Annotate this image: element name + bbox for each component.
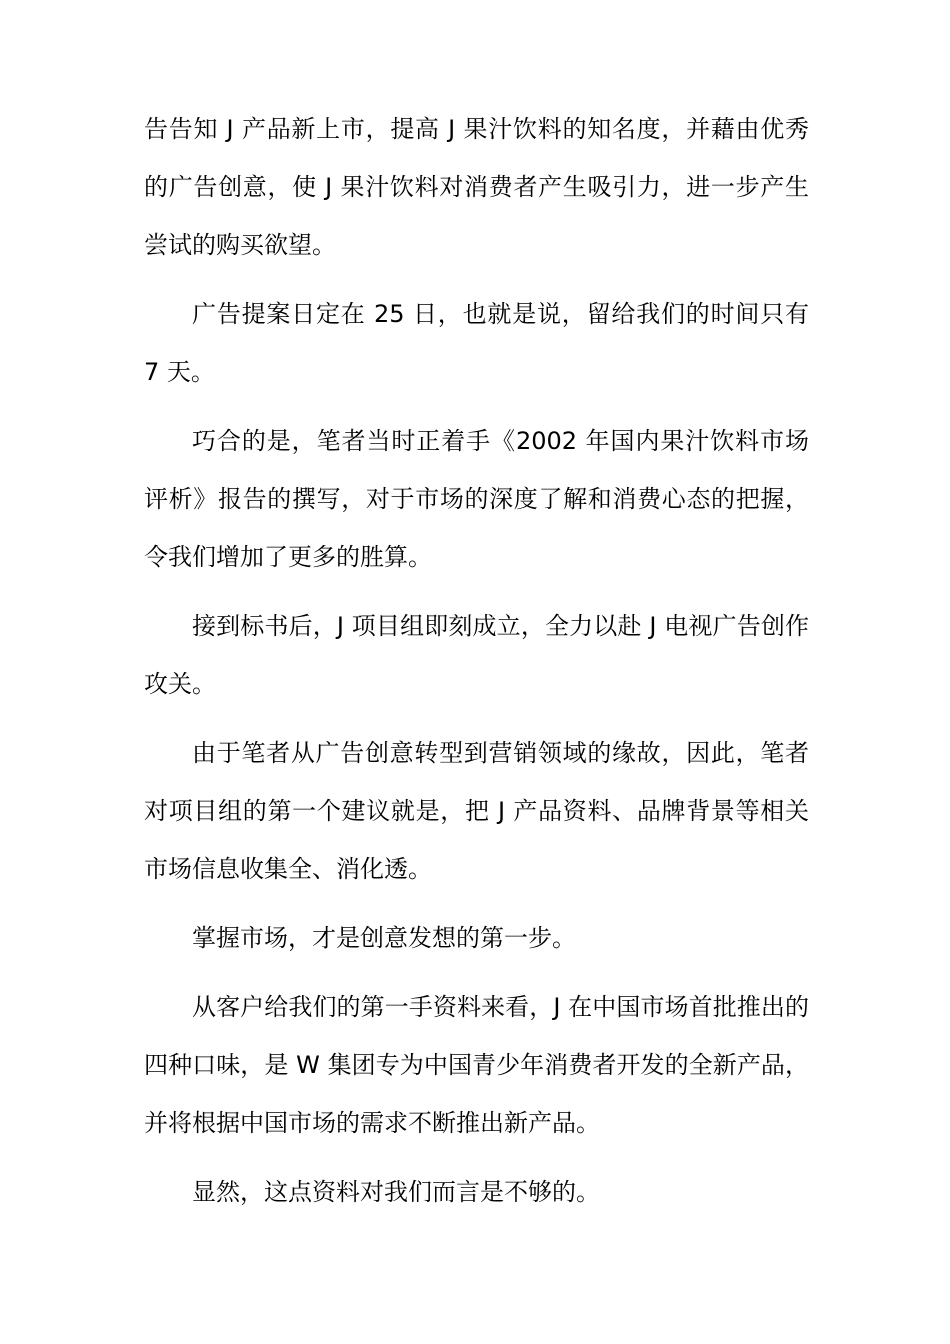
paragraph-5: 由于笔者从广告创意转型到营销领域的缘故，因此，笔者对项目组的第一个建议就是，把 J 产品资料、品牌背景等相关市场信息收集全、消化透。 [144,739,809,883]
document-body [144,100,809,1232]
paragraph-2: 广告提案日定在 25 日，也就是说，留给我们的时间只有 7 天。 [144,300,809,386]
paragraph-6: 掌握市场，才是创意发想的第一步。 [192,924,576,952]
paragraph-3: 巧合的是，笔者当时正着手《2002 年国内果汁饮料市场评析》报告的撰写，对于市场的深度了解和消费心态的把握，令我们增加了更多的胜算。 [144,427,809,571]
paragraph-8: 显然，这点资料对我们而言是不够的。 [192,1178,600,1206]
paragraph-1: 告告知 J 产品新上市，提高 J 果汁饮料的知名度，并藉由优秀的广告创意，使 J 果汁饮料对消费者产生吸引力，进一步产生尝试的购买欲望。 [144,115,809,259]
paragraph-4: 接到标书后，J 项目组即刻成立，全力以赴 J 电视广告创作攻关。 [144,612,809,698]
paragraph-7: 从客户给我们的第一手资料来看，J 在中国市场首批推出的四种口味，是 W 集团专为中国青少年消费者开发的全新产品，并将根据中国市场的需求不断推出新产品。 [144,993,809,1137]
